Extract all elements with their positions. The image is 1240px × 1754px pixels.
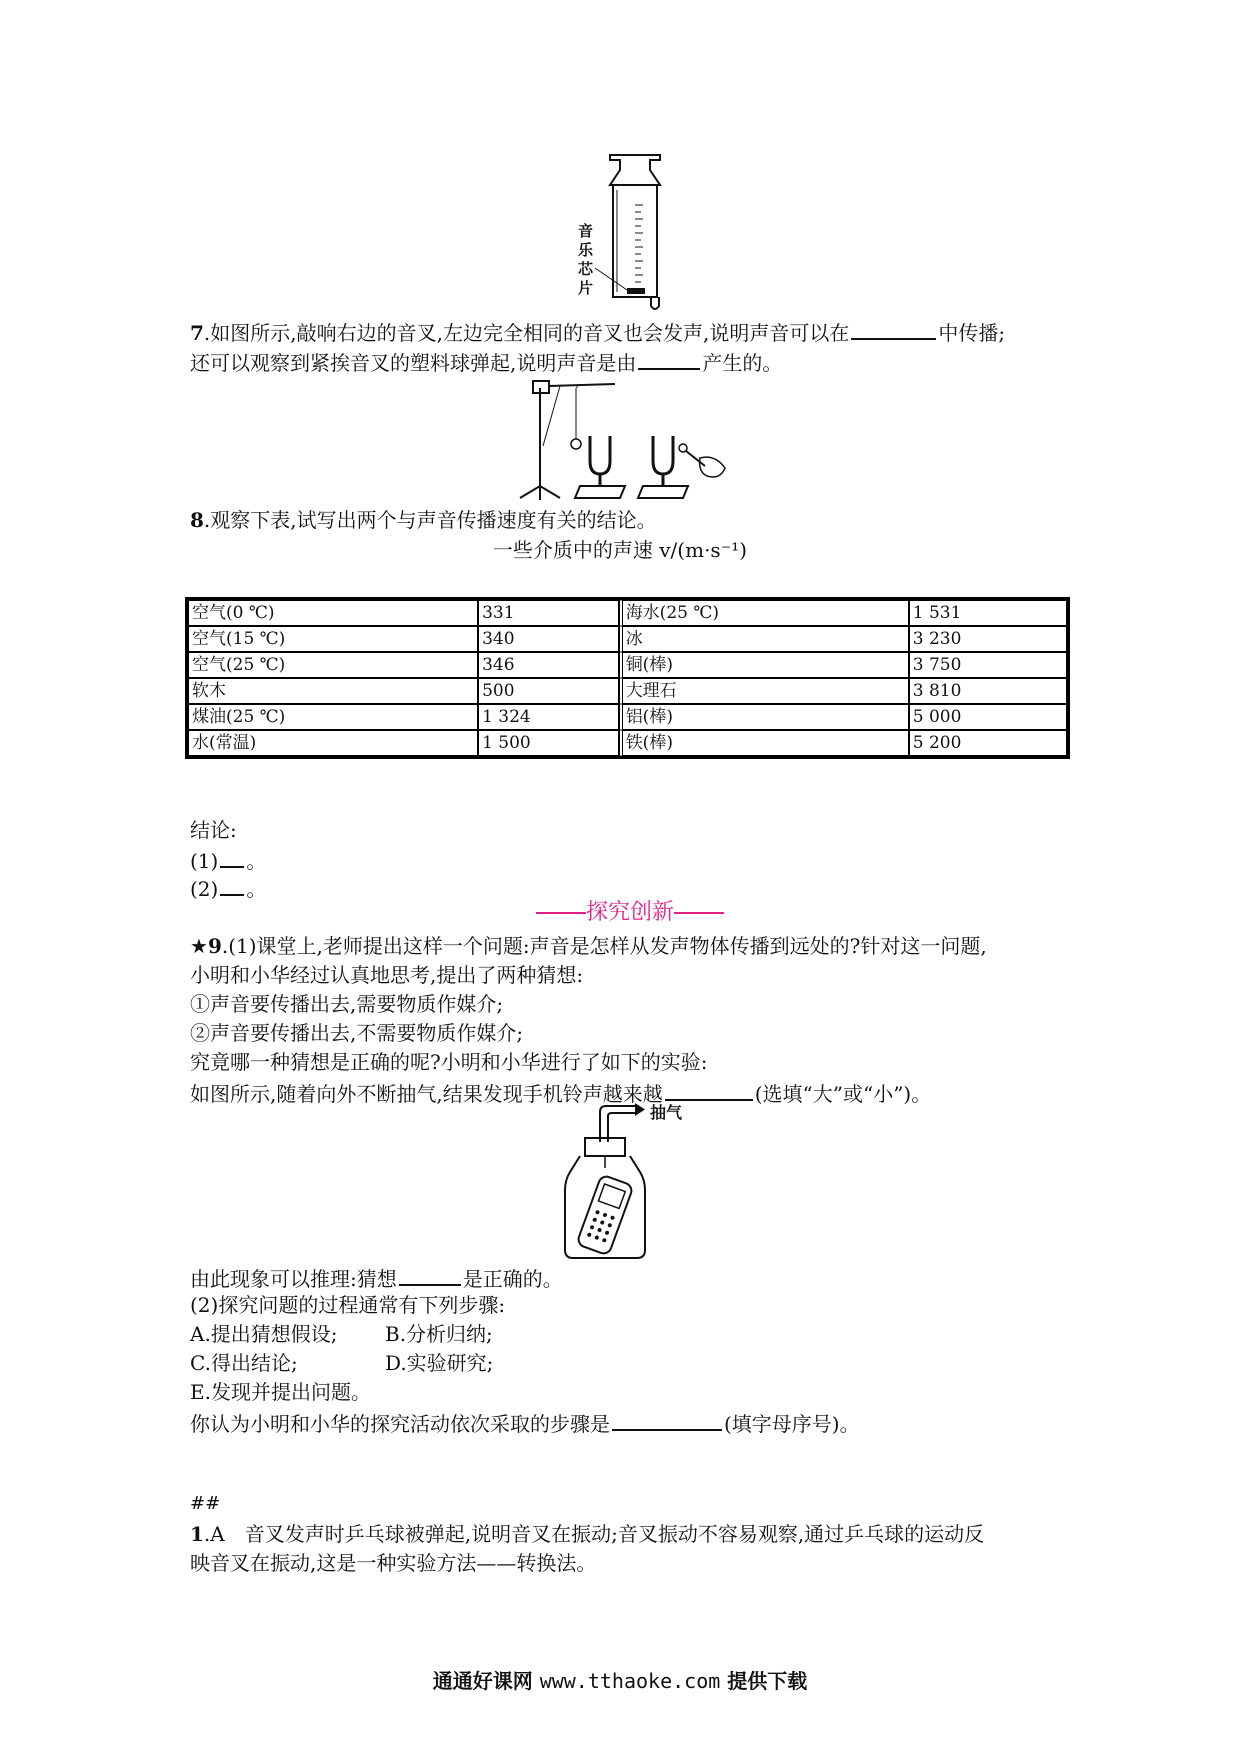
q7-line1 [190,316,1005,347]
vacuum-jar-figure [560,1100,720,1262]
q7-blank-2[interactable] [638,346,700,370]
table-row [188,626,1067,652]
table-row [188,704,1067,730]
section-title [520,898,740,928]
medium-cell: 软木 [188,678,478,704]
table-row [188,600,1067,626]
answer-1-text-1: 音叉发声时乒乓球被弹起,说明音叉在振动;音叉振动不容易观察,通过乒乓球的运动反 [244,1522,985,1546]
q7-text-d: 产生的。 [702,351,783,375]
conclusion-2-label: (2) [190,877,219,901]
q9-line1 [190,932,987,960]
q9-number: 9 [207,934,222,958]
medium-cell: 铝(棒) [619,704,909,730]
q9-line5: 究竟哪一种猜想是正确的呢?小明和小华进行了如下的实验: [190,1050,708,1074]
speed-cell: 500 [478,678,619,704]
answer-1-letter: .A [203,1522,225,1546]
footer-url[interactable]: www.tthaoke.com [539,1669,721,1693]
answer-1-number: 1 [190,1522,204,1546]
step-d: D.实验研究; [385,1351,494,1375]
medium-cell: 大理石 [619,678,909,704]
conclusion-2-end: 。 [246,877,267,901]
table-row [188,730,1067,756]
speed-cell: 346 [478,652,619,678]
q9-line7 [190,1262,563,1293]
speed-cell: 331 [478,600,619,626]
q8-number: 8 [190,508,204,532]
step-c: C.得出结论; [190,1351,298,1375]
speed-cell: 5 000 [909,704,1067,730]
speed-cell: 340 [478,626,619,652]
speed-cell: 1 324 [478,704,619,730]
conclusion-2-blank[interactable] [220,872,244,896]
answer-1-line2: 映音叉在振动,这是一种实验方法——转换法。 [190,1551,597,1575]
q9-line12 [190,1407,860,1438]
star-icon: ★ [190,934,208,958]
conclusion-label: 结论: [190,818,237,842]
footer-download-text: 提供下载 [727,1669,808,1693]
q9-blank-3[interactable] [612,1407,722,1431]
q9-line4: ②声音要传播出去,不需要物质作媒介; [190,1021,524,1045]
q9-text-6a: 如图所示,随着向外不断抽气,结果发现手机铃声越来越 [190,1082,663,1106]
section-title-text: 探究创新 [585,900,674,925]
footer-site-name: 通通好课网 [432,1669,533,1693]
q9-line3: ①声音要传播出去,需要物质作媒介; [190,992,504,1016]
medium-cell: 铁(棒) [619,730,909,756]
speed-cell: 3 230 [909,626,1067,652]
tuning-fork-figure [515,376,730,504]
q9-text-1: .(1)课堂上,老师提出这样一个问题:声音是怎样从发声物体传播到远处的?针对这一问题, [221,934,987,958]
q9-text-6b: (选填“大”或“小”)。 [754,1082,932,1106]
q9-blank-1[interactable] [665,1077,753,1101]
conclusion-1-blank[interactable] [220,844,244,868]
speed-cell: 1 531 [909,600,1067,626]
medium-cell: 空气(15 ℃) [188,626,478,652]
q8-line [190,506,657,534]
sound-speed-table [185,597,1070,759]
q9-text-12a: 你认为小明和小华的探究活动依次采取的步骤是 [190,1412,610,1436]
medium-cell: 空气(0 ℃) [188,600,478,626]
q9-line9 [190,1320,493,1348]
pump-label: 抽气 [650,1103,683,1122]
table-caption: 一些介质中的声速 v/(m·s⁻¹) [492,538,748,562]
q9-line2: 小明和小华经过认真地思考,提出了两种猜想: [190,963,584,987]
q8-text: .观察下表,试写出两个与声音传播速度有关的结论。 [203,508,657,532]
conclusion-2 [190,872,266,903]
speed-cell: 3 810 [909,678,1067,704]
conclusion-1-end: 。 [246,849,267,873]
medium-cell: 水(常温) [188,730,478,756]
conclusion-1-label: (1) [190,849,219,873]
step-a: A.提出猜想假设; [190,1322,338,1346]
medium-cell: 煤油(25 ℃) [188,704,478,730]
q9-text-12b: (填字母序号)。 [724,1412,860,1436]
q7-blank-1[interactable] [851,316,936,340]
speed-cell: 5 200 [909,730,1067,756]
conclusion-1 [190,844,266,875]
q9-line11: E.发现并提出问题。 [190,1380,371,1404]
answer-marker: ## [190,1493,221,1514]
speed-cell: 1 500 [478,730,619,756]
medium-cell: 冰 [619,626,909,652]
q7-text-c: 还可以观察到紧挨音叉的塑料球弹起,说明声音是由 [190,351,637,375]
q9-line8: (2)探究问题的过程通常有下列步骤: [190,1293,506,1317]
table-row [188,678,1067,704]
q7-line2 [190,346,782,377]
q7-number: 7 [190,321,204,345]
q9-line10 [190,1349,494,1377]
table-row [188,652,1067,678]
q9-blank-2[interactable] [399,1262,461,1286]
music-chip-label: 音乐芯片 [578,222,594,297]
q7-text-a: .如图所示,敲响右边的音叉,左边完全相同的音叉也会发声,说明声音可以在 [203,321,850,345]
speed-cell: 3 750 [909,652,1067,678]
medium-cell: 铜(棒) [619,652,909,678]
medium-cell: 海水(25 ℃) [619,600,909,626]
q9-text-7b: 是正确的。 [462,1267,563,1291]
footer [0,1665,1240,1694]
medium-cell: 空气(25 ℃) [188,652,478,678]
step-b: B.分析归纳; [385,1322,493,1346]
q9-text-7a: 由此现象可以推理:猜想 [190,1267,397,1291]
answer-1-line1 [190,1520,984,1548]
q7-text-b: 中传播; [938,321,1006,345]
